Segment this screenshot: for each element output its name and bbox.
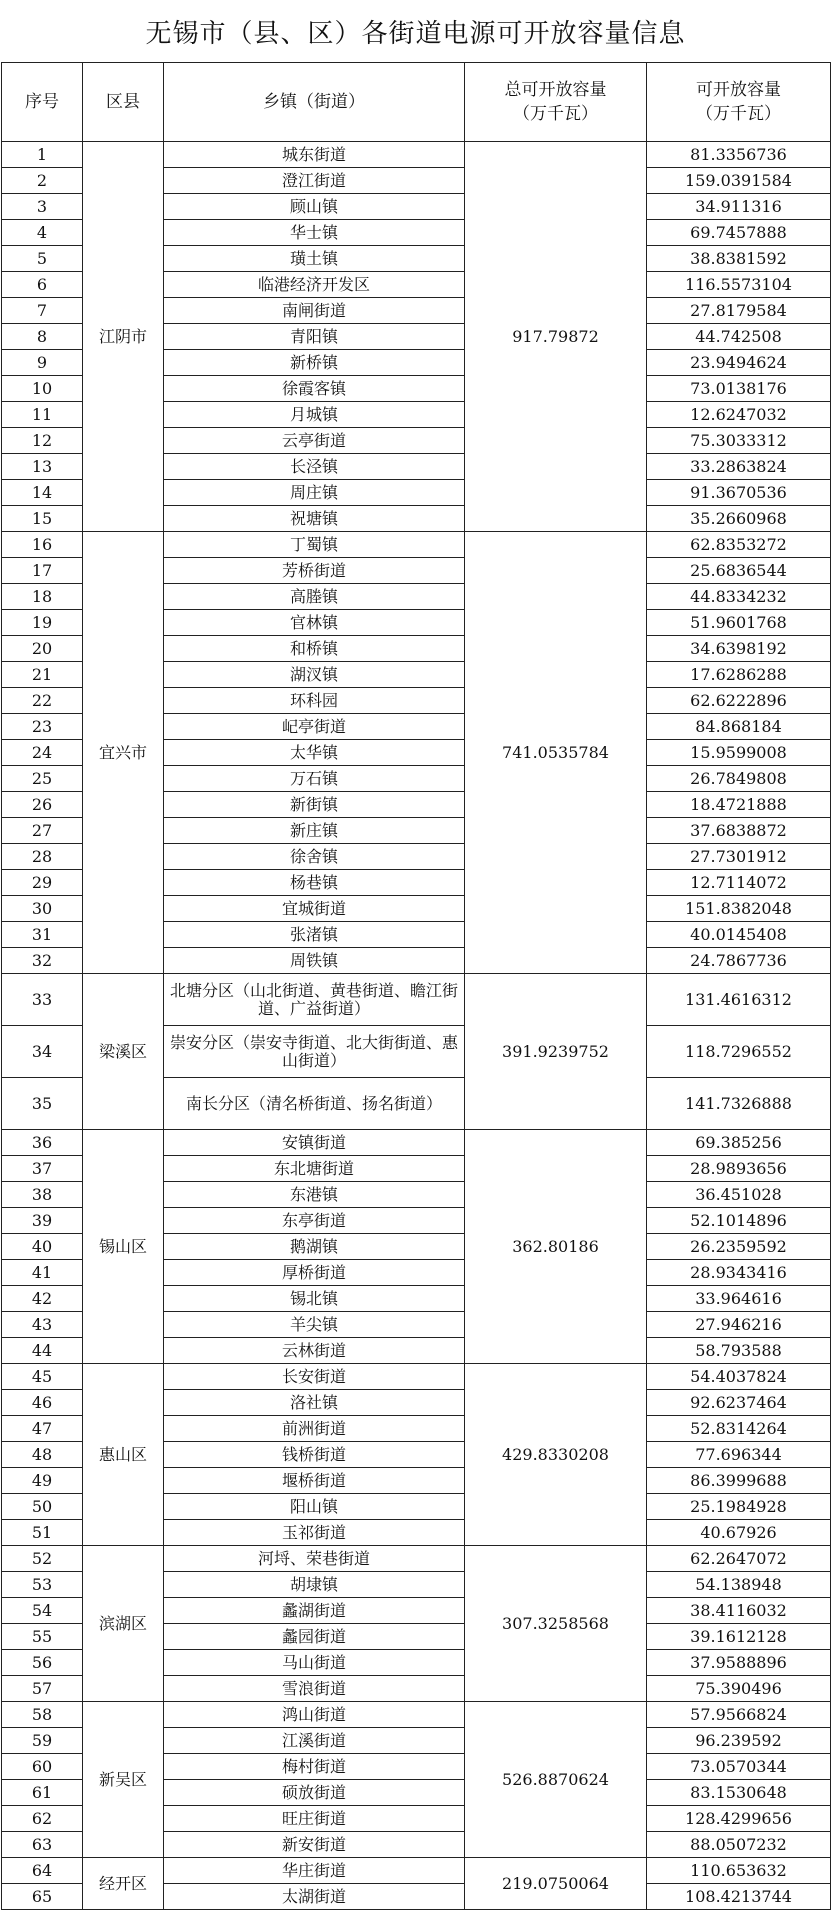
capacity-cell: 151.8382048 xyxy=(647,896,831,922)
seq-cell: 9 xyxy=(2,350,83,376)
town-cell: 月城镇 xyxy=(164,402,465,428)
capacity-cell: 34.6398192 xyxy=(647,636,831,662)
seq-cell: 38 xyxy=(2,1182,83,1208)
seq-cell: 2 xyxy=(2,168,83,194)
capacity-cell: 83.1530648 xyxy=(647,1780,831,1806)
capacity-cell: 75.3033312 xyxy=(647,428,831,454)
capacity-cell: 27.946216 xyxy=(647,1312,831,1338)
town-cell: 周庄镇 xyxy=(164,480,465,506)
town-cell: 湖汊镇 xyxy=(164,662,465,688)
table-row xyxy=(2,1858,831,1884)
town-cell: 阳山镇 xyxy=(164,1494,465,1520)
table-row xyxy=(2,142,831,168)
table-body xyxy=(2,142,831,1910)
table-header-row xyxy=(2,63,831,142)
town-cell: 祝塘镇 xyxy=(164,506,465,532)
capacity-cell: 37.9588896 xyxy=(647,1650,831,1676)
seq-cell: 17 xyxy=(2,558,83,584)
capacity-cell: 12.7114072 xyxy=(647,870,831,896)
seq-cell: 24 xyxy=(2,740,83,766)
town-cell: 青阳镇 xyxy=(164,324,465,350)
page-title: 无锡市（县、区）各街道电源可开放容量信息 xyxy=(145,18,686,49)
capacity-cell: 110.653632 xyxy=(647,1858,831,1884)
capacity-cell: 39.1612128 xyxy=(647,1624,831,1650)
seq-cell: 34 xyxy=(2,1026,83,1078)
town-cell: 羊尖镇 xyxy=(164,1312,465,1338)
seq-cell: 49 xyxy=(2,1468,83,1494)
town-cell: 安镇街道 xyxy=(164,1130,465,1156)
seq-cell: 21 xyxy=(2,662,83,688)
total-capacity-cell: 362.80186 xyxy=(465,1130,647,1364)
town-cell: 前洲街道 xyxy=(164,1416,465,1442)
capacity-cell: 23.9494624 xyxy=(647,350,831,376)
town-cell: 硕放街道 xyxy=(164,1780,465,1806)
town-cell: 鹅湖镇 xyxy=(164,1234,465,1260)
seq-cell: 42 xyxy=(2,1286,83,1312)
district-cell: 经开区 xyxy=(83,1858,164,1910)
capacity-cell: 118.7296552 xyxy=(647,1026,831,1078)
town-cell: 胡埭镇 xyxy=(164,1572,465,1598)
capacity-cell: 26.2359592 xyxy=(647,1234,831,1260)
capacity-cell: 73.0570344 xyxy=(647,1754,831,1780)
capacity-cell: 62.6222896 xyxy=(647,688,831,714)
capacity-cell: 34.911316 xyxy=(647,194,831,220)
seq-cell: 51 xyxy=(2,1520,83,1546)
town-cell: 云亭街道 xyxy=(164,428,465,454)
seq-cell: 26 xyxy=(2,792,83,818)
total-capacity-cell: 219.0750064 xyxy=(465,1858,647,1910)
capacity-cell: 44.742508 xyxy=(647,324,831,350)
capacity-cell: 73.0138176 xyxy=(647,376,831,402)
district-cell: 滨湖区 xyxy=(83,1546,164,1702)
seq-cell: 47 xyxy=(2,1416,83,1442)
seq-cell: 32 xyxy=(2,948,83,974)
capacity-cell: 25.1984928 xyxy=(647,1494,831,1520)
town-cell: 东北塘街道 xyxy=(164,1156,465,1182)
seq-cell: 44 xyxy=(2,1338,83,1364)
seq-cell: 36 xyxy=(2,1130,83,1156)
capacity-cell: 44.8334232 xyxy=(647,584,831,610)
seq-cell: 11 xyxy=(2,402,83,428)
town-cell: 云林街道 xyxy=(164,1338,465,1364)
town-cell: 雪浪街道 xyxy=(164,1676,465,1702)
seq-cell: 64 xyxy=(2,1858,83,1884)
capacity-cell: 69.385256 xyxy=(647,1130,831,1156)
capacity-cell: 37.6838872 xyxy=(647,818,831,844)
capacity-cell: 54.138948 xyxy=(647,1572,831,1598)
seq-cell: 3 xyxy=(2,194,83,220)
seq-cell: 8 xyxy=(2,324,83,350)
town-cell: 东亭街道 xyxy=(164,1208,465,1234)
header-capacity: 可开放容量 （万千瓦） xyxy=(647,63,831,142)
district-cell: 江阴市 xyxy=(83,142,164,532)
town-cell: 鸿山街道 xyxy=(164,1702,465,1728)
town-cell: 环科园 xyxy=(164,688,465,714)
town-cell: 顾山镇 xyxy=(164,194,465,220)
district-cell: 梁溪区 xyxy=(83,974,164,1130)
capacity-cell: 27.8179584 xyxy=(647,298,831,324)
seq-cell: 29 xyxy=(2,870,83,896)
capacity-cell: 52.1014896 xyxy=(647,1208,831,1234)
capacity-cell: 92.6237464 xyxy=(647,1390,831,1416)
header-district: 区县 xyxy=(83,63,164,142)
seq-cell: 63 xyxy=(2,1832,83,1858)
total-capacity-cell: 917.79872 xyxy=(465,142,647,532)
seq-cell: 7 xyxy=(2,298,83,324)
seq-cell: 46 xyxy=(2,1390,83,1416)
capacity-cell: 159.0391584 xyxy=(647,168,831,194)
capacity-cell: 33.964616 xyxy=(647,1286,831,1312)
town-cell: 徐霞客镇 xyxy=(164,376,465,402)
header-seq: 序号 xyxy=(2,63,83,142)
capacity-cell: 51.9601768 xyxy=(647,610,831,636)
seq-cell: 15 xyxy=(2,506,83,532)
town-cell: 蠡园街道 xyxy=(164,1624,465,1650)
town-cell: 城东街道 xyxy=(164,142,465,168)
town-cell: 丁蜀镇 xyxy=(164,532,465,558)
capacity-cell: 69.7457888 xyxy=(647,220,831,246)
seq-cell: 19 xyxy=(2,610,83,636)
seq-cell: 41 xyxy=(2,1260,83,1286)
seq-cell: 30 xyxy=(2,896,83,922)
town-cell: 和桥镇 xyxy=(164,636,465,662)
seq-cell: 48 xyxy=(2,1442,83,1468)
town-cell: 华庄街道 xyxy=(164,1858,465,1884)
table-row xyxy=(2,1364,831,1390)
total-capacity-cell: 429.8330208 xyxy=(465,1364,647,1546)
capacity-cell: 86.3999688 xyxy=(647,1468,831,1494)
capacity-cell: 40.0145408 xyxy=(647,922,831,948)
town-cell: 太华镇 xyxy=(164,740,465,766)
town-cell: 厚桥街道 xyxy=(164,1260,465,1286)
seq-cell: 55 xyxy=(2,1624,83,1650)
town-cell: 河埒、荣巷街道 xyxy=(164,1546,465,1572)
seq-cell: 37 xyxy=(2,1156,83,1182)
town-cell: 新桥镇 xyxy=(164,350,465,376)
capacity-cell: 35.2660968 xyxy=(647,506,831,532)
seq-cell: 54 xyxy=(2,1598,83,1624)
town-cell: 东港镇 xyxy=(164,1182,465,1208)
town-cell: 玉祁街道 xyxy=(164,1520,465,1546)
capacity-cell: 57.9566824 xyxy=(647,1702,831,1728)
seq-cell: 1 xyxy=(2,142,83,168)
seq-cell: 58 xyxy=(2,1702,83,1728)
town-cell: 南长分区（清名桥街道、扬名街道） xyxy=(164,1078,465,1130)
seq-cell: 61 xyxy=(2,1780,83,1806)
capacity-cell: 25.6836544 xyxy=(647,558,831,584)
capacity-cell: 12.6247032 xyxy=(647,402,831,428)
header-total-capacity: 总可开放容量 （万千瓦） xyxy=(465,63,647,142)
seq-cell: 27 xyxy=(2,818,83,844)
capacity-cell: 15.9599008 xyxy=(647,740,831,766)
capacity-cell: 33.2863824 xyxy=(647,454,831,480)
seq-cell: 39 xyxy=(2,1208,83,1234)
capacity-cell: 27.7301912 xyxy=(647,844,831,870)
seq-cell: 65 xyxy=(2,1884,83,1910)
capacity-cell: 131.4616312 xyxy=(647,974,831,1026)
town-cell: 南闸街道 xyxy=(164,298,465,324)
capacity-cell: 28.9343416 xyxy=(647,1260,831,1286)
town-cell: 新安街道 xyxy=(164,1832,465,1858)
capacity-cell: 84.868184 xyxy=(647,714,831,740)
header-town: 乡镇（街道） xyxy=(164,63,465,142)
capacity-cell: 62.8353272 xyxy=(647,532,831,558)
table-row xyxy=(2,532,831,558)
seq-cell: 12 xyxy=(2,428,83,454)
town-cell: 梅村街道 xyxy=(164,1754,465,1780)
seq-cell: 56 xyxy=(2,1650,83,1676)
town-cell: 万石镇 xyxy=(164,766,465,792)
seq-cell: 13 xyxy=(2,454,83,480)
capacity-cell: 38.4116032 xyxy=(647,1598,831,1624)
town-cell: 新街镇 xyxy=(164,792,465,818)
capacity-cell: 52.8314264 xyxy=(647,1416,831,1442)
capacity-cell: 40.67926 xyxy=(647,1520,831,1546)
town-cell: 临港经济开发区 xyxy=(164,272,465,298)
town-cell: 崇安分区（崇安寺街道、北大街街道、惠山街道） xyxy=(164,1026,465,1078)
seq-cell: 53 xyxy=(2,1572,83,1598)
town-cell: 太湖街道 xyxy=(164,1884,465,1910)
total-capacity-cell: 741.0535784 xyxy=(465,532,647,974)
capacity-cell: 141.7326888 xyxy=(647,1078,831,1130)
seq-cell: 33 xyxy=(2,974,83,1026)
table-row xyxy=(2,1130,831,1156)
capacity-cell: 77.696344 xyxy=(647,1442,831,1468)
town-cell: 新庄镇 xyxy=(164,818,465,844)
table-row xyxy=(2,1546,831,1572)
seq-cell: 14 xyxy=(2,480,83,506)
capacity-cell: 81.3356736 xyxy=(647,142,831,168)
capacity-cell: 128.4299656 xyxy=(647,1806,831,1832)
seq-cell: 5 xyxy=(2,246,83,272)
seq-cell: 31 xyxy=(2,922,83,948)
total-capacity-cell: 526.8870624 xyxy=(465,1702,647,1858)
capacity-cell: 62.2647072 xyxy=(647,1546,831,1572)
total-capacity-cell: 391.9239752 xyxy=(465,974,647,1130)
capacity-cell: 75.390496 xyxy=(647,1676,831,1702)
seq-cell: 59 xyxy=(2,1728,83,1754)
town-cell: 官林镇 xyxy=(164,610,465,636)
seq-cell: 40 xyxy=(2,1234,83,1260)
seq-cell: 23 xyxy=(2,714,83,740)
capacity-cell: 28.9893656 xyxy=(647,1156,831,1182)
capacity-cell: 96.239592 xyxy=(647,1728,831,1754)
capacity-cell: 18.4721888 xyxy=(647,792,831,818)
town-cell: 长泾镇 xyxy=(164,454,465,480)
capacity-cell: 91.3670536 xyxy=(647,480,831,506)
seq-cell: 60 xyxy=(2,1754,83,1780)
capacity-cell: 36.451028 xyxy=(647,1182,831,1208)
capacity-cell: 24.7867736 xyxy=(647,948,831,974)
seq-cell: 28 xyxy=(2,844,83,870)
district-cell: 惠山区 xyxy=(83,1364,164,1546)
seq-cell: 45 xyxy=(2,1364,83,1390)
capacity-cell: 54.4037824 xyxy=(647,1364,831,1390)
town-cell: 华士镇 xyxy=(164,220,465,246)
town-cell: 芳桥街道 xyxy=(164,558,465,584)
capacity-cell: 17.6286288 xyxy=(647,662,831,688)
town-cell: 旺庄街道 xyxy=(164,1806,465,1832)
town-cell: 江溪街道 xyxy=(164,1728,465,1754)
seq-cell: 50 xyxy=(2,1494,83,1520)
seq-cell: 4 xyxy=(2,220,83,246)
seq-cell: 18 xyxy=(2,584,83,610)
town-cell: 屺亭街道 xyxy=(164,714,465,740)
table-row xyxy=(2,974,831,1026)
town-cell: 周铁镇 xyxy=(164,948,465,974)
town-cell: 堰桥街道 xyxy=(164,1468,465,1494)
capacity-cell: 38.8381592 xyxy=(647,246,831,272)
town-cell: 璜土镇 xyxy=(164,246,465,272)
seq-cell: 20 xyxy=(2,636,83,662)
seq-cell: 10 xyxy=(2,376,83,402)
seq-cell: 43 xyxy=(2,1312,83,1338)
town-cell: 徐舍镇 xyxy=(164,844,465,870)
seq-cell: 52 xyxy=(2,1546,83,1572)
seq-cell: 6 xyxy=(2,272,83,298)
town-cell: 马山街道 xyxy=(164,1650,465,1676)
town-cell: 杨巷镇 xyxy=(164,870,465,896)
town-cell: 北塘分区（山北街道、黄巷街道、瞻江街道、广益街道） xyxy=(164,974,465,1026)
town-cell: 洛社镇 xyxy=(164,1390,465,1416)
capacity-cell: 26.7849808 xyxy=(647,766,831,792)
town-cell: 张渚镇 xyxy=(164,922,465,948)
table-row xyxy=(2,1702,831,1728)
town-cell: 锡北镇 xyxy=(164,1286,465,1312)
seq-cell: 62 xyxy=(2,1806,83,1832)
town-cell: 钱桥街道 xyxy=(164,1442,465,1468)
seq-cell: 22 xyxy=(2,688,83,714)
total-capacity-cell: 307.3258568 xyxy=(465,1546,647,1702)
district-cell: 新吴区 xyxy=(83,1702,164,1858)
town-cell: 长安街道 xyxy=(164,1364,465,1390)
capacity-cell: 108.4213744 xyxy=(647,1884,831,1910)
town-cell: 蠡湖街道 xyxy=(164,1598,465,1624)
district-cell: 锡山区 xyxy=(83,1130,164,1364)
capacity-cell: 116.5573104 xyxy=(647,272,831,298)
capacity-cell: 58.793588 xyxy=(647,1338,831,1364)
seq-cell: 25 xyxy=(2,766,83,792)
town-cell: 澄江街道 xyxy=(164,168,465,194)
capacity-cell: 88.0507232 xyxy=(647,1832,831,1858)
seq-cell: 35 xyxy=(2,1078,83,1130)
seq-cell: 57 xyxy=(2,1676,83,1702)
seq-cell: 16 xyxy=(2,532,83,558)
district-cell: 宜兴市 xyxy=(83,532,164,974)
capacity-table xyxy=(1,62,831,1910)
town-cell: 高塍镇 xyxy=(164,584,465,610)
town-cell: 宜城街道 xyxy=(164,896,465,922)
